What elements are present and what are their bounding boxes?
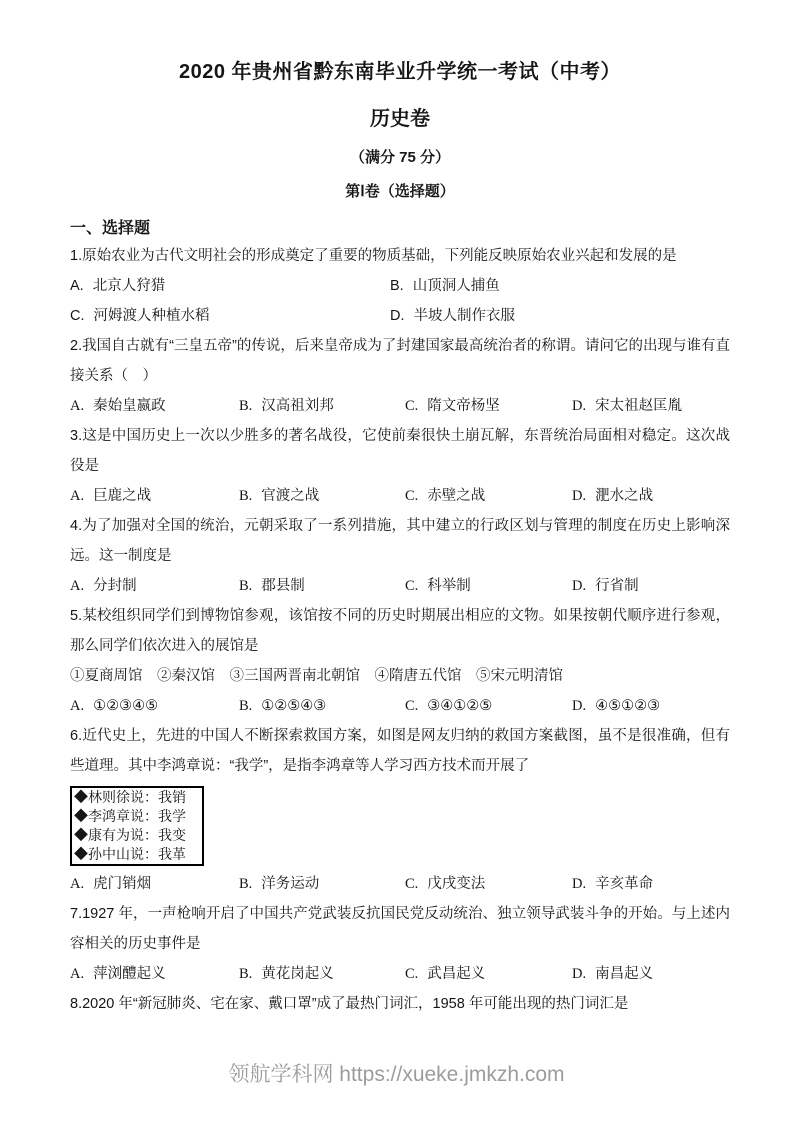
options-row bbox=[70, 571, 730, 601]
full-score-note: （满分 75 分） bbox=[349, 149, 451, 166]
option-A bbox=[70, 391, 239, 421]
watermark-text: 领航学科网 https://xueke.jmkzh.com bbox=[228, 1063, 565, 1086]
option-text: 半坡人制作衣服 bbox=[413, 308, 515, 324]
option-B bbox=[239, 869, 405, 899]
option-text: 北京人狩猎 bbox=[92, 278, 166, 294]
option-label: D. bbox=[572, 698, 587, 714]
exam-title: 2020 年贵州省黔东南毕业升学统一考试（中考） bbox=[178, 61, 622, 83]
quote-line: ◆康有为说：我变 bbox=[74, 827, 186, 843]
option-text: 山顶洞人捕鱼 bbox=[412, 278, 500, 294]
option-text: 南昌起义 bbox=[595, 966, 654, 982]
option-label: D. bbox=[572, 488, 587, 504]
question-stem: 6.近代史上，先进的中国人不断探索救国方案，如图是网友归纳的救国方案截图，虽不是很准确，但有些道理。其中李鸿章说：“我学”，是指李鸿章等人学习西方技术而开展了 bbox=[70, 728, 730, 774]
question-block bbox=[70, 241, 730, 331]
quote-line: ◆孙中山说：我革 bbox=[74, 846, 186, 862]
option-text: ①②⑤④③ bbox=[261, 698, 327, 714]
question-block bbox=[70, 721, 730, 899]
option-text: 洋务运动 bbox=[261, 876, 320, 892]
option-text: 巨鹿之战 bbox=[93, 488, 152, 504]
option-text: 科举制 bbox=[427, 578, 471, 594]
option-label: D. bbox=[572, 966, 587, 982]
option-label: B. bbox=[239, 488, 253, 504]
option-D bbox=[572, 391, 730, 421]
option-label: B. bbox=[390, 278, 404, 294]
option-C bbox=[405, 869, 572, 899]
option-text: 淝水之战 bbox=[595, 488, 654, 504]
question-block bbox=[70, 331, 730, 421]
option-label: B. bbox=[239, 398, 253, 414]
options-row bbox=[70, 959, 730, 989]
option-label: C. bbox=[405, 698, 419, 714]
quote-box bbox=[70, 786, 204, 866]
question-stem: 8.2020 年“新冠肺炎、宅在家、戴口罩”成了最热门词汇，1958 年可能出现的热门词汇是 bbox=[70, 996, 629, 1012]
option-A bbox=[70, 571, 239, 601]
option-C bbox=[405, 391, 572, 421]
option-D bbox=[390, 301, 730, 331]
option-C bbox=[405, 481, 572, 511]
options-row bbox=[70, 271, 730, 331]
options-row bbox=[70, 691, 730, 721]
option-B bbox=[239, 481, 405, 511]
question-stem: 2.我国自古就有“三皇五帝”的传说，后来皇帝成为了封建国家最高统治者的称谓。请问它的出现与谁有直接关系（ ） bbox=[70, 338, 730, 384]
option-label: B. bbox=[239, 966, 253, 982]
option-label: D. bbox=[572, 876, 587, 892]
option-text: 郡县制 bbox=[261, 578, 305, 594]
option-text: 宋太祖赵匡胤 bbox=[595, 398, 683, 414]
exam-subject: 历史卷 bbox=[370, 108, 430, 130]
question-stem: 5.某校组织同学们到博物馆参观，该馆按不同的历史时期展出相应的文物。如果按朝代顺序进行参观，那么同学们依次进入的展馆是 bbox=[70, 608, 730, 654]
question-stem: 3.这是中国历史上一次以少胜多的著名战役，它使前秦很快土崩瓦解，东晋统治局面相对稳定。这次战役是 bbox=[70, 428, 730, 474]
option-text: 河姆渡人种植水稻 bbox=[93, 308, 210, 324]
option-C bbox=[405, 571, 572, 601]
option-B bbox=[239, 571, 405, 601]
option-label: C. bbox=[405, 578, 419, 594]
quote-line: ◆林则徐说：我销 bbox=[74, 789, 186, 805]
option-label: C. bbox=[405, 876, 419, 892]
option-text: 萍浏醴起义 bbox=[93, 966, 166, 982]
option-label: A. bbox=[70, 488, 85, 504]
option-C bbox=[405, 959, 572, 989]
option-label: B. bbox=[239, 698, 253, 714]
option-label: C. bbox=[405, 966, 419, 982]
option-label: B. bbox=[239, 578, 253, 594]
option-C bbox=[405, 691, 572, 721]
options-row bbox=[70, 481, 730, 511]
question-block bbox=[70, 989, 730, 1019]
option-text: 行省制 bbox=[595, 578, 639, 594]
quote-line: ◆李鸿章说：我学 bbox=[74, 808, 186, 824]
option-C bbox=[70, 301, 390, 331]
option-D bbox=[572, 571, 730, 601]
option-B bbox=[239, 691, 405, 721]
section-heading: 一、选择题 bbox=[70, 220, 151, 237]
option-label: A. bbox=[70, 966, 85, 982]
option-label: C. bbox=[405, 398, 419, 414]
question-stem: 1.原始农业为古代文明社会的形成奠定了重要的物质基础，下列能反映原始农业兴起和发展的是 bbox=[70, 248, 677, 264]
question-block bbox=[70, 899, 730, 989]
option-A bbox=[70, 959, 239, 989]
option-A bbox=[70, 869, 239, 899]
option-text: 辛亥革命 bbox=[595, 876, 654, 892]
question-stem: 7.1927 年，一声枪响开启了中国共产党武装反抗国民党反动统治、独立领导武装斗争的开始。与上述内容相关的历史事件是 bbox=[70, 906, 730, 952]
option-text: 分封制 bbox=[93, 578, 137, 594]
option-text: 戊戌变法 bbox=[427, 876, 486, 892]
question-block bbox=[70, 421, 730, 511]
option-D bbox=[572, 959, 730, 989]
option-text: 隋文帝杨坚 bbox=[427, 398, 500, 414]
part-title: 第Ⅰ卷（选择题） bbox=[345, 183, 455, 200]
option-text: ④⑤①②③ bbox=[595, 698, 661, 714]
option-B bbox=[239, 959, 405, 989]
question-block bbox=[70, 511, 730, 601]
option-text: 官渡之战 bbox=[261, 488, 320, 504]
question-stem: 4.为了加强对全国的统治，元朝采取了一系列措施，其中建立的行政区划与管理的制度在历史上影响深远。这一制度是 bbox=[70, 518, 730, 564]
option-D bbox=[572, 481, 730, 511]
option-A bbox=[70, 691, 239, 721]
option-text: 武昌起义 bbox=[427, 966, 486, 982]
option-text: 秦始皇嬴政 bbox=[93, 398, 166, 414]
numbered-list: ①夏商周馆 ②秦汉馆 ③三国两晋南北朝馆 ④隋唐五代馆 ⑤宋元明清馆 bbox=[70, 668, 563, 684]
option-label: B. bbox=[239, 876, 253, 892]
option-label: A. bbox=[70, 698, 85, 714]
question-list bbox=[70, 241, 730, 1019]
option-label: A. bbox=[70, 578, 85, 594]
option-A bbox=[70, 481, 239, 511]
option-B bbox=[239, 391, 405, 421]
option-label: C. bbox=[70, 308, 85, 324]
option-A bbox=[70, 271, 390, 301]
option-text: ③④①②⑤ bbox=[427, 698, 493, 714]
option-label: D. bbox=[390, 308, 405, 324]
option-D bbox=[572, 869, 730, 899]
option-label: A. bbox=[70, 278, 84, 294]
option-D bbox=[572, 691, 730, 721]
option-text: ①②③④⑤ bbox=[93, 698, 159, 714]
option-text: 黄花岗起义 bbox=[261, 966, 334, 982]
option-label: D. bbox=[572, 578, 587, 594]
option-text: 虎门销烟 bbox=[93, 876, 152, 892]
question-block bbox=[70, 601, 730, 721]
option-label: C. bbox=[405, 488, 419, 504]
option-label: A. bbox=[70, 398, 85, 414]
options-row bbox=[70, 391, 730, 421]
watermark bbox=[0, 1061, 793, 1088]
options-row bbox=[70, 869, 730, 899]
option-B bbox=[390, 271, 730, 301]
option-label: D. bbox=[572, 398, 587, 414]
option-text: 汉高祖刘邦 bbox=[261, 398, 334, 414]
option-text: 赤壁之战 bbox=[427, 488, 486, 504]
option-label: A. bbox=[70, 876, 85, 892]
